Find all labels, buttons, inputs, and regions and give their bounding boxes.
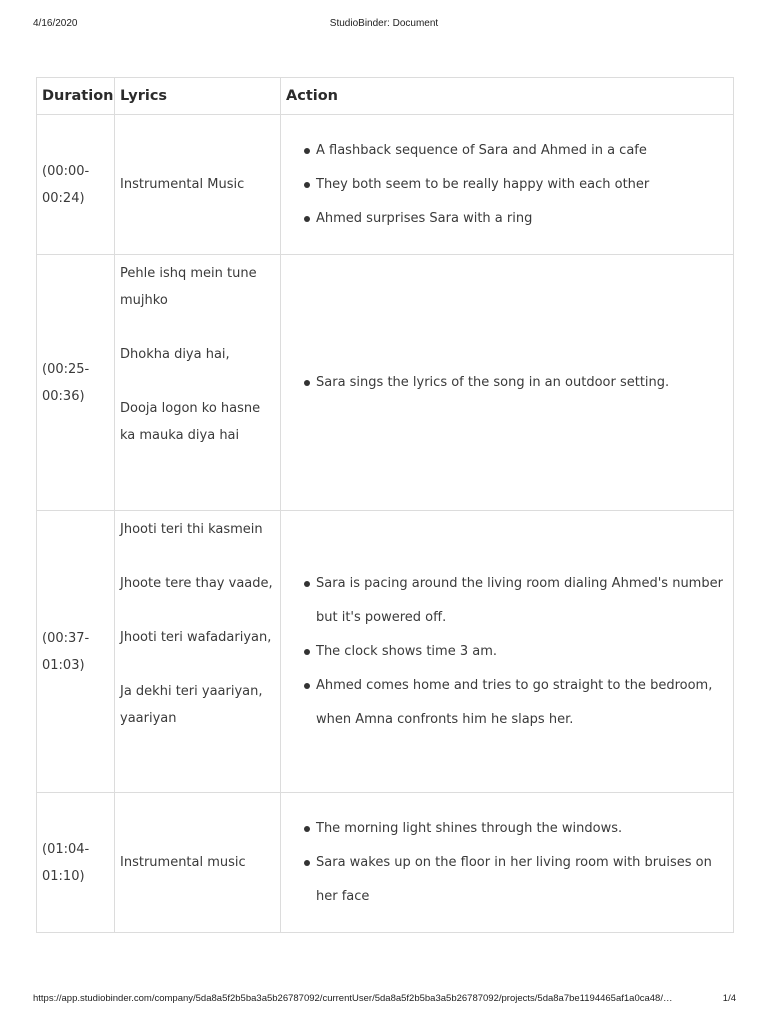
table-row: [37, 511, 734, 793]
table-row: [37, 793, 734, 933]
column-header-duration: Duration: [37, 78, 115, 115]
column-header-action: Action: [281, 78, 734, 115]
action-item: Ahmed comes home and tries to go straight to the bedroom, when Amna confronts him he slaps her.: [316, 669, 728, 737]
lyrics-cell: [115, 115, 281, 255]
action-cell: [281, 255, 734, 511]
action-list: [286, 567, 728, 737]
table-row: [37, 115, 734, 255]
page-url: https://app.studiobinder.com/company/5da8a5f2b5ba3a5b26787092/currentUser/5da8a5f2b5ba3a5b26787092/projects/5da8a7be1194465af1a0ca48/…: [33, 993, 673, 1004]
column-header-lyrics: Lyrics: [115, 78, 281, 115]
action-item: Ahmed surprises Sara with a ring: [316, 202, 728, 236]
lyric-line: Pehle ishq mein tune mujhko: [120, 266, 257, 308]
duration-cell: (01:04-01:10): [37, 793, 115, 933]
lyric-line: Dooja logon ko hasne ka mauka diya hai: [120, 401, 261, 443]
lyric-line: Instrumental Music: [120, 177, 245, 192]
lyrics-cell: [115, 793, 281, 933]
lyric-line: Dhokha diya hai,: [120, 347, 230, 362]
action-list: [286, 134, 728, 236]
lyric-line: Jhoote tere thay vaade,: [120, 576, 273, 591]
action-list: [286, 812, 728, 914]
action-item: The clock shows time 3 am.: [316, 635, 728, 669]
action-cell: [281, 511, 734, 793]
lyric-line: Ja dekhi teri yaariyan, yaariyan: [120, 684, 263, 726]
action-item: Sara wakes up on the floor in her living room with bruises on her face: [316, 846, 728, 914]
lyric-line: Jhooti teri thi kasmein: [120, 522, 263, 537]
action-cell: [281, 793, 734, 933]
action-item: Sara is pacing around the living room dialing Ahmed's number but it's powered off.: [316, 567, 728, 635]
action-cell: [281, 115, 734, 255]
table-header-row: [37, 78, 734, 115]
duration-cell: (00:37-01:03): [37, 511, 115, 793]
action-list: [286, 366, 728, 400]
action-item: The morning light shines through the windows.: [316, 812, 728, 846]
action-item: They both seem to be really happy with each other: [316, 168, 728, 202]
print-date: 4/16/2020: [33, 18, 78, 29]
lyric-line: Instrumental music: [120, 855, 246, 870]
lyric-line: Jhooti teri wafadariyan,: [120, 630, 272, 645]
duration-cell: (00:25-00:36): [37, 255, 115, 511]
duration-cell: (00:00-00:24): [37, 115, 115, 255]
table-row: [37, 255, 734, 511]
lyrics-cell: [115, 511, 281, 793]
lyrics-cell: [115, 255, 281, 511]
action-item: Sara sings the lyrics of the song in an outdoor setting.: [316, 366, 728, 400]
document-title: StudioBinder: Document: [329, 18, 439, 29]
music-video-script-table: [36, 77, 734, 933]
page-number: 1/4: [722, 993, 736, 1004]
action-item: A flashback sequence of Sara and Ahmed in a cafe: [316, 134, 728, 168]
